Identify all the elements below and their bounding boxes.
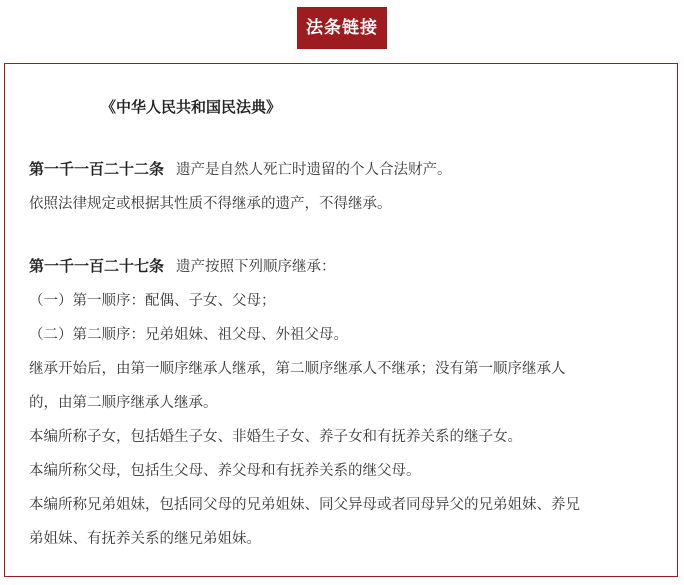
article-text-line: （一）第一顺序：配偶、子女、父母； — [29, 293, 276, 309]
section-header-label: 法条链接 — [306, 18, 378, 38]
section-header-badge — [297, 7, 387, 49]
law-content-box — [4, 63, 678, 577]
article-text-line: 本编所称兄弟姐妹，包括同父母的兄弟姐妹、同父异母或者同母异父的兄弟姐妹、养兄 — [29, 497, 580, 513]
article-text-line: 遗产是自然人死亡时遗留的个人合法财产。 — [176, 162, 452, 178]
paragraph-spacer — [29, 221, 669, 249]
article-number: 第一千一百二十二条 — [29, 160, 165, 178]
article-text-line: 依照法律规定或根据其性质不得继承的遗产，不得继承。 — [29, 196, 392, 212]
article-text-line: （二）第二顺序：兄弟姐妹、祖父母、外祖父母。 — [29, 327, 348, 343]
article-text-line: 弟姐妹、有抚养关系的继兄弟姐妹。 — [29, 531, 261, 547]
article-1122-first-line — [29, 152, 669, 187]
article-1127-first-line — [29, 249, 669, 284]
article-number: 第一千一百二十七条 — [29, 257, 165, 275]
law-book-title: 《中华人民共和国民法典》 — [101, 98, 282, 116]
article-text-line: 的，由第二顺序继承人继承。 — [29, 395, 218, 411]
article-text-line: 本编所称子女，包括婚生子女、非婚生子女、养子女和有抚养关系的继子女。 — [29, 429, 522, 445]
article-text-line: 继承开始后，由第一顺序继承人继承，第二顺序继承人不继承；没有第一顺序继承人 — [29, 361, 566, 377]
article-text-line: 遗产按照下列顺序继承： — [176, 259, 336, 275]
law-text — [29, 90, 669, 556]
article-text-line: 本编所称父母，包括生父母、养父母和有抚养关系的继父母。 — [29, 463, 421, 479]
paragraph-spacer — [29, 124, 669, 152]
